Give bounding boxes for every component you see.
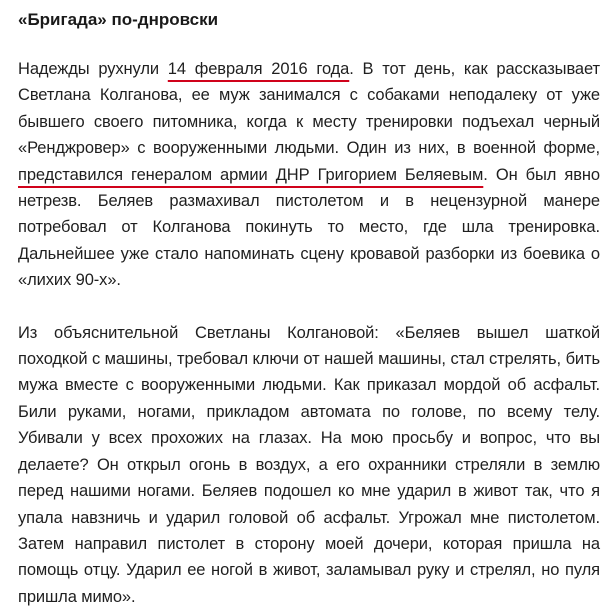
text-span: . Он был явно нетрезв. Беляев размахивал пистолетом и в нецензурной манере потребовал от Колганова покинуть то место, где шла тренировка. Дальнейшее уже стало напоминать сцену кровавой разборки из боевика о «лихих 90-х».: [18, 165, 600, 290]
text-span: . В тот день, как рассказывает Светлана Колганова, ее муж занимался с собаками неподалеку от уже бывшего своего питомника, когда к месту тренировки подъехал черный «Ренджровер» с вооруженными людьми. Один из них, в военной форме,: [18, 60, 600, 158]
section-heading: «Бригада» по-днровски: [18, 10, 219, 29]
highlighted-general: представился генералом армии ДНР Григорием Беляевым: [18, 165, 484, 184]
paragraph-statement: Из объяснительной Светланы Колгановой: «Беляев вышел шаткой походкой с машины, требовал ключи от нашей машины, стал стрелять, бить мужа вместе с вооруженными людьми. Как приказал мордой об асфальт. Били руками, ногами, прикладом автомата по голове, по всему телу. Убивали у всех прохожих на глазах. На мою просьбу и вопрос, что вы делаете? Он открыл огонь в воздух, а его охранники стреляли в землю перед нашими ногами. Беляев подошел ко мне ударил в живот так, что я упала навзничь и ударил головой об асфальт. Угрожал мне пистолетом. Затем направил пистолет в сторону моей дочери, которая пришла на помощь отцу. Ударил ее ногой в живот, заламывал руку и стрелял, но пуля пришла мимо».: [18, 323, 600, 606]
text-span: Надежды рухнули: [18, 60, 168, 78]
highlighted-date: 14 февраля 2016 года: [167, 60, 350, 78]
paragraph-incident: [18, 56, 600, 294]
